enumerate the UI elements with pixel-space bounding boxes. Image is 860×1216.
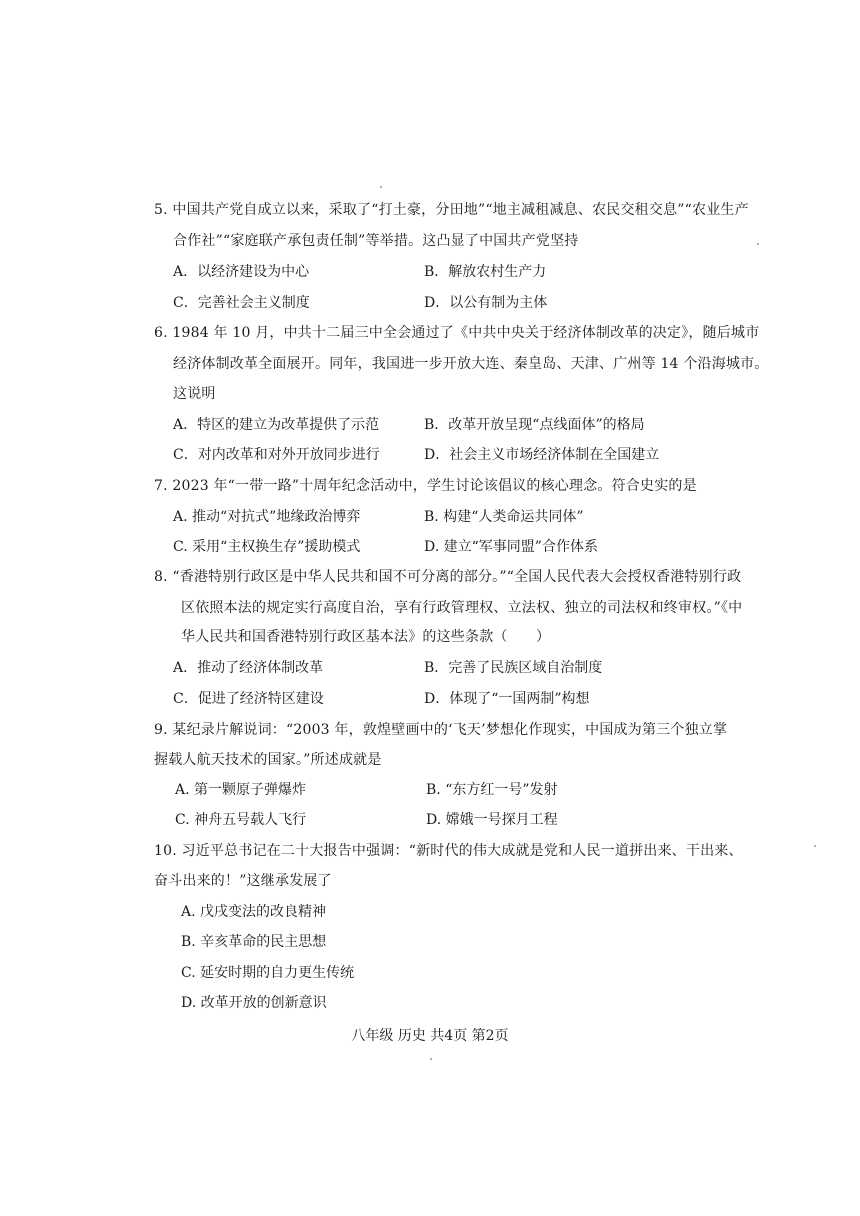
option-c: C．完善社会主义制度 — [173, 295, 310, 311]
option-d: D．社会主义市场经济体制在全国建立 — [424, 447, 660, 463]
option-d: D. 改革开放的创新意识 — [181, 995, 327, 1011]
question-stem-line: 7. 2023 年“一带一路”十周年纪念活动中，学生讨论该倡议的核心理念。符合史实的是 — [154, 478, 697, 494]
page-footer: 八年级 历史 共4页 第2页 — [351, 1028, 509, 1044]
question-stem-line: 5. 中国共产党自成立以来，采取了“打土豪，分田地”“地主减租减息、农民交租交息”“农业生产 — [154, 202, 749, 218]
option-b: B．改革开放呈现“点线面体”的格局 — [424, 417, 645, 433]
option-d: D．以公有制为主体 — [424, 295, 548, 311]
option-d: D．体现了“一国两制”构想 — [424, 691, 590, 707]
option-b: B. 辛亥革命的民主思想 — [181, 934, 327, 950]
scan-speck — [757, 243, 759, 245]
option-b: B. 构建“人类命运共同体” — [424, 509, 584, 525]
question-stem-line: 9. 某纪录片解说词：“2003 年，敦煌壁画中的‘飞天’梦想化作现实，中国成为第三个独立掌 — [154, 722, 728, 738]
scan-speck — [380, 186, 382, 188]
question-stem-line: 华人民共和国香港特别行政区基本法》的这些条款（ ） — [181, 629, 551, 645]
option-a: A. 推动“对抗式”地缘政治博弈 — [173, 509, 361, 525]
scan-speck — [430, 1058, 432, 1060]
question-stem-line: 这说明 — [173, 386, 216, 402]
option-c: C．促进了经济特区建设 — [173, 691, 324, 707]
option-a: A. 第一颗原子弹爆炸 — [175, 782, 307, 798]
option-c: C. 延安时期的自力更生传统 — [181, 965, 355, 981]
question-stem-line: 奋斗出来的！”这继承发展了 — [154, 873, 332, 889]
option-a: A．推动了经济体制改革 — [173, 660, 324, 676]
option-c: C．对内改革和对外开放同步进行 — [173, 447, 380, 463]
option-d: D. 嫦娥一号探月工程 — [426, 812, 558, 828]
scan-speck — [814, 845, 816, 847]
option-a: A．以经济建设为中心 — [173, 264, 310, 280]
option-c: C. 采用“主权换生存”援助模式 — [173, 539, 361, 555]
option-c: C. 神舟五号载人飞行 — [175, 812, 307, 828]
option-b: B. “东方红一号”发射 — [426, 782, 558, 798]
question-stem-line: 经济体制改革全面展开。同年，我国进一步开放大连、秦皇岛、天津、广州等 14 个沿海城市。 — [173, 356, 769, 372]
option-a: A. 戊戌变法的改良精神 — [181, 904, 327, 920]
question-stem-line: 6. 1984 年 10 月，中共十二届三中全会通过了《中共中央关于经济体制改革的决定》，随后城市 — [154, 325, 760, 341]
option-b: B．解放农村生产力 — [424, 264, 547, 280]
question-stem-line: 10. 习近平总书记在二十大报告中强调：“新时代的伟大成就是党和人民一道拼出来、干出来、 — [154, 843, 743, 859]
question-stem-line: 区依照本法的规定实行高度自治，享有行政管理权、立法权、独立的司法权和终审权。”《中 — [181, 600, 743, 616]
question-stem-line: 握载人航天技术的国家。”所述成就是 — [154, 752, 382, 768]
question-stem-line: 合作社”“家庭联产承包责任制”等举措。这凸显了中国共产党坚持 — [173, 233, 579, 249]
option-a: A．特区的建立为改革提供了示范 — [173, 417, 380, 433]
question-stem-line: 8. “香港特别行政区是中华人民共和国不可分离的部分。”“全国人民代表大会授权香港特别行政 — [154, 569, 742, 585]
option-d: D. 建立“军事同盟”合作体系 — [424, 539, 598, 555]
option-b: B．完善了民族区域自治制度 — [424, 660, 603, 676]
